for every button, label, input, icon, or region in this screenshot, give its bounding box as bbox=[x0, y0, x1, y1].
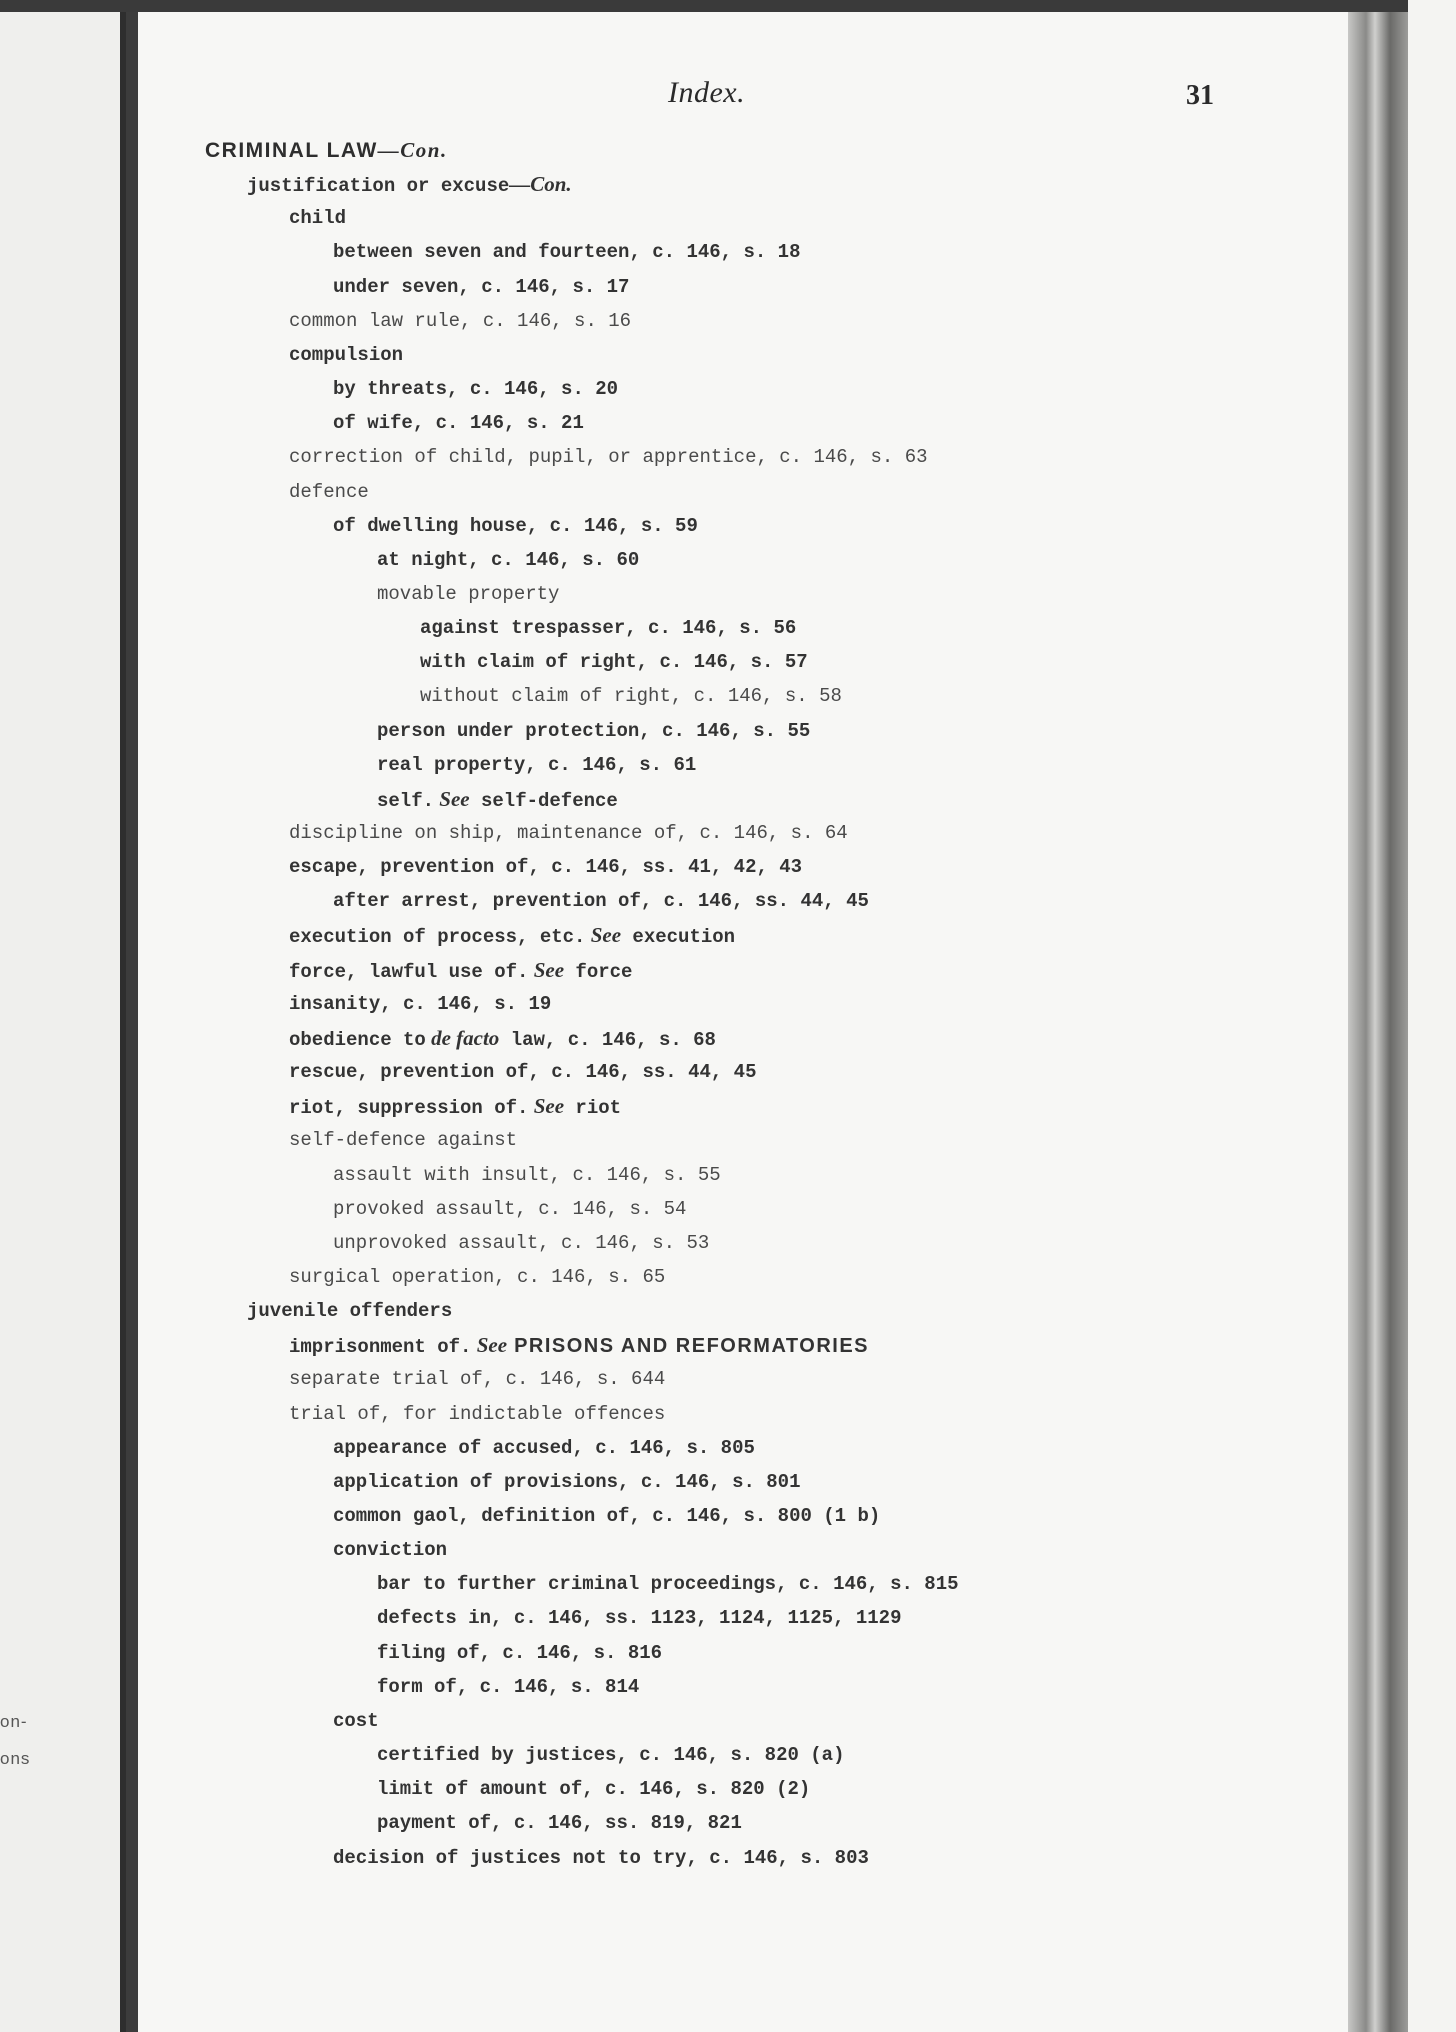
index-entry-text: rescue, prevention of, c. 146, ss. 44, 45 bbox=[289, 1061, 757, 1084]
index-entry-text: common gaol, definition of, c. 146, s. 800 (1 b) bbox=[333, 1505, 881, 1527]
index-entry-text: self-defence against bbox=[289, 1129, 518, 1152]
index-entry bbox=[377, 1641, 662, 1665]
index-entry-text: by threats, c. 146, s. 20 bbox=[333, 378, 619, 401]
index-entry-text: at night, c. 146, s. 60 bbox=[377, 548, 640, 571]
index-entry bbox=[377, 753, 696, 777]
index-entry-italic: See bbox=[528, 1094, 565, 1119]
index-entry-text: defence bbox=[289, 480, 369, 503]
index-entry-text: CRIMINAL LAW bbox=[205, 139, 378, 162]
index-entry bbox=[333, 1709, 379, 1733]
index-entry-text: imprisonment of. bbox=[289, 1336, 472, 1359]
index-entry bbox=[333, 1470, 800, 1494]
facing-page-fragment: ons bbox=[0, 1749, 31, 1768]
index-entry-text: real property, c. 146, s. 61 bbox=[377, 753, 697, 776]
index-entry bbox=[333, 411, 584, 435]
page-number: 31 bbox=[1186, 80, 1214, 111]
index-entry-italic: de facto bbox=[425, 1025, 500, 1050]
index-entry bbox=[289, 1265, 665, 1289]
index-entry-text: justification or excuse bbox=[247, 175, 510, 198]
index-entry bbox=[420, 684, 842, 708]
page-edge bbox=[1348, 12, 1408, 2032]
index-entry-text: separate trial of, c. 146, s. 644 bbox=[289, 1368, 666, 1391]
index-entry-text: trial of, for indictable offences bbox=[289, 1402, 666, 1425]
index-entry-text: force, lawful use of. bbox=[289, 960, 529, 983]
index-entry bbox=[289, 1333, 869, 1359]
index-entry-text: unprovoked assault, c. 146, s. 53 bbox=[333, 1231, 710, 1254]
index-entry-text: of wife, c. 146, s. 21 bbox=[333, 412, 584, 435]
index-entry bbox=[377, 548, 639, 572]
index-entry bbox=[333, 1436, 755, 1460]
index-entry bbox=[289, 1094, 621, 1120]
index-entry-text: provoked assault, c. 146, s. 54 bbox=[333, 1197, 687, 1220]
index-entry-text: without claim of right, c. 146, s. 58 bbox=[420, 685, 842, 708]
index-entry bbox=[289, 480, 369, 504]
index-entry-text: form of, c. 146, s. 814 bbox=[377, 1675, 640, 1698]
index-entry bbox=[333, 377, 618, 401]
index-entry bbox=[377, 1606, 902, 1630]
index-entry bbox=[420, 650, 808, 674]
index-entry bbox=[377, 787, 618, 813]
index-entry-text: conviction bbox=[333, 1539, 448, 1562]
index-entry-text: escape, prevention of, c. 146, ss. 41, 42, 43 bbox=[289, 856, 803, 879]
index-entry bbox=[333, 1163, 721, 1187]
index-entry-text: surgical operation, c. 146, s. 65 bbox=[289, 1265, 666, 1288]
index-entry-text: between seven and fourteen, c. 146, s. 18 bbox=[333, 241, 801, 264]
scan-top-edge bbox=[0, 0, 1456, 12]
index-entry bbox=[420, 616, 796, 640]
index-entry-reference: self-defence bbox=[469, 789, 618, 812]
index-entry-text: movable property bbox=[377, 582, 560, 605]
index-entry-italic: See bbox=[434, 786, 470, 811]
index-entry-text: correction of child, pupil, or apprentice, c. 146, s. 63 bbox=[289, 446, 928, 469]
index-entry bbox=[333, 1846, 869, 1870]
index-entry bbox=[247, 172, 572, 198]
index-entry-text: defects in, c. 146, ss. 1123, 1124, 1125, 1129 bbox=[377, 1607, 902, 1630]
index-entry-italic: —Con. bbox=[377, 138, 448, 162]
index-entry-text: bar to further criminal proceedings, c. 146, s. 815 bbox=[377, 1573, 959, 1596]
index-entry bbox=[289, 958, 632, 984]
index-entry bbox=[289, 445, 928, 469]
index-entry bbox=[333, 1538, 447, 1562]
index-entry-text: certified by justices, c. 146, s. 820 (a) bbox=[377, 1744, 845, 1767]
index-entry bbox=[333, 1504, 880, 1528]
index-entry-text: cost bbox=[333, 1709, 379, 1732]
index-entry bbox=[377, 719, 810, 743]
index-entry bbox=[289, 309, 631, 333]
index-entry bbox=[289, 855, 802, 879]
index-entry-italic: See bbox=[585, 923, 622, 948]
index-entry-text: child bbox=[289, 207, 347, 230]
index-entry bbox=[289, 1367, 665, 1391]
index-entry-text: with claim of right, c. 146, s. 57 bbox=[420, 651, 808, 674]
index-entry-text: decision of justices not to try, c. 146, s. 803 bbox=[333, 1846, 869, 1869]
index-entry bbox=[333, 514, 698, 538]
index-entry-italic: —Con. bbox=[509, 172, 572, 197]
index-entry bbox=[377, 1572, 959, 1596]
scan-right-margin bbox=[1408, 0, 1456, 2032]
index-entry bbox=[333, 240, 800, 264]
index-entry-text: payment of, c. 146, ss. 819, 821 bbox=[377, 1812, 742, 1835]
index-entry bbox=[333, 1197, 686, 1221]
index-entry bbox=[377, 1743, 844, 1767]
index-entry-text: execution of process, etc. bbox=[289, 926, 586, 949]
index-entry-reference: law, c. 146, s. 68 bbox=[499, 1028, 716, 1051]
index-entry bbox=[333, 1231, 709, 1255]
index-entry-text: appearance of accused, c. 146, s. 805 bbox=[333, 1436, 755, 1459]
index-entry bbox=[289, 1128, 517, 1152]
index-entry-reference: execution bbox=[621, 926, 736, 949]
index-entry-text: juvenile offenders bbox=[247, 1300, 453, 1323]
facing-page-fragment: on- bbox=[0, 1712, 28, 1731]
index-entry bbox=[289, 1402, 665, 1426]
index-entry-text: under seven, c. 146, s. 17 bbox=[333, 275, 630, 298]
index-entry bbox=[289, 206, 346, 230]
facing-page bbox=[0, 12, 126, 2032]
index-entry-text: person under protection, c. 146, s. 55 bbox=[377, 719, 811, 742]
index-entry bbox=[289, 992, 551, 1016]
index-entry bbox=[247, 1299, 452, 1323]
index-entry-reference: riot bbox=[564, 1097, 622, 1120]
index-entry-text: self. bbox=[377, 789, 435, 812]
index-entry-text: against trespasser, c. 146, s. 56 bbox=[420, 617, 797, 640]
index-entry bbox=[289, 343, 403, 367]
index-entry-text: filing of, c. 146, s. 816 bbox=[377, 1641, 663, 1664]
index-entry-italic: See bbox=[471, 1333, 508, 1358]
book-gutter bbox=[126, 12, 138, 2032]
index-entry-text: insanity, c. 146, s. 19 bbox=[289, 992, 552, 1015]
index-entry-text: limit of amount of, c. 146, s. 820 (2) bbox=[377, 1778, 811, 1801]
index-entry-text: discipline on ship, maintenance of, c. 146, s. 64 bbox=[289, 822, 848, 844]
index-entry bbox=[377, 1675, 639, 1699]
index-entry-cross-reference: PRISONS AND REFORMATORIES bbox=[507, 1335, 870, 1358]
index-entry bbox=[289, 821, 848, 845]
index-entry-text: riot, suppression of. bbox=[289, 1097, 529, 1120]
index-entry bbox=[377, 1811, 742, 1835]
index-entry-text: after arrest, prevention of, c. 146, ss. 44, 45 bbox=[333, 890, 869, 913]
index-entry bbox=[333, 275, 629, 299]
index-entry bbox=[205, 138, 448, 163]
index-entry-text: of dwelling house, c. 146, s. 59 bbox=[333, 514, 698, 537]
index-entry-text: application of provisions, c. 146, s. 801 bbox=[333, 1470, 801, 1493]
running-head: Index. bbox=[668, 76, 746, 109]
index-entry-text: obedience to bbox=[289, 1028, 426, 1051]
index-entry-text: compulsion bbox=[289, 343, 404, 366]
index-entry bbox=[377, 582, 559, 606]
index-entry-text: common law rule, c. 146, s. 16 bbox=[289, 309, 632, 332]
index-entry bbox=[333, 889, 869, 913]
index-entry bbox=[377, 1777, 810, 1801]
index-entry bbox=[289, 1026, 716, 1052]
index-entry bbox=[289, 1060, 756, 1084]
index-entry bbox=[289, 923, 735, 949]
index-entry-italic: See bbox=[528, 957, 565, 982]
index-entry-text: assault with insult, c. 146, s. 55 bbox=[333, 1163, 721, 1186]
index-entry-reference: force bbox=[564, 960, 633, 983]
